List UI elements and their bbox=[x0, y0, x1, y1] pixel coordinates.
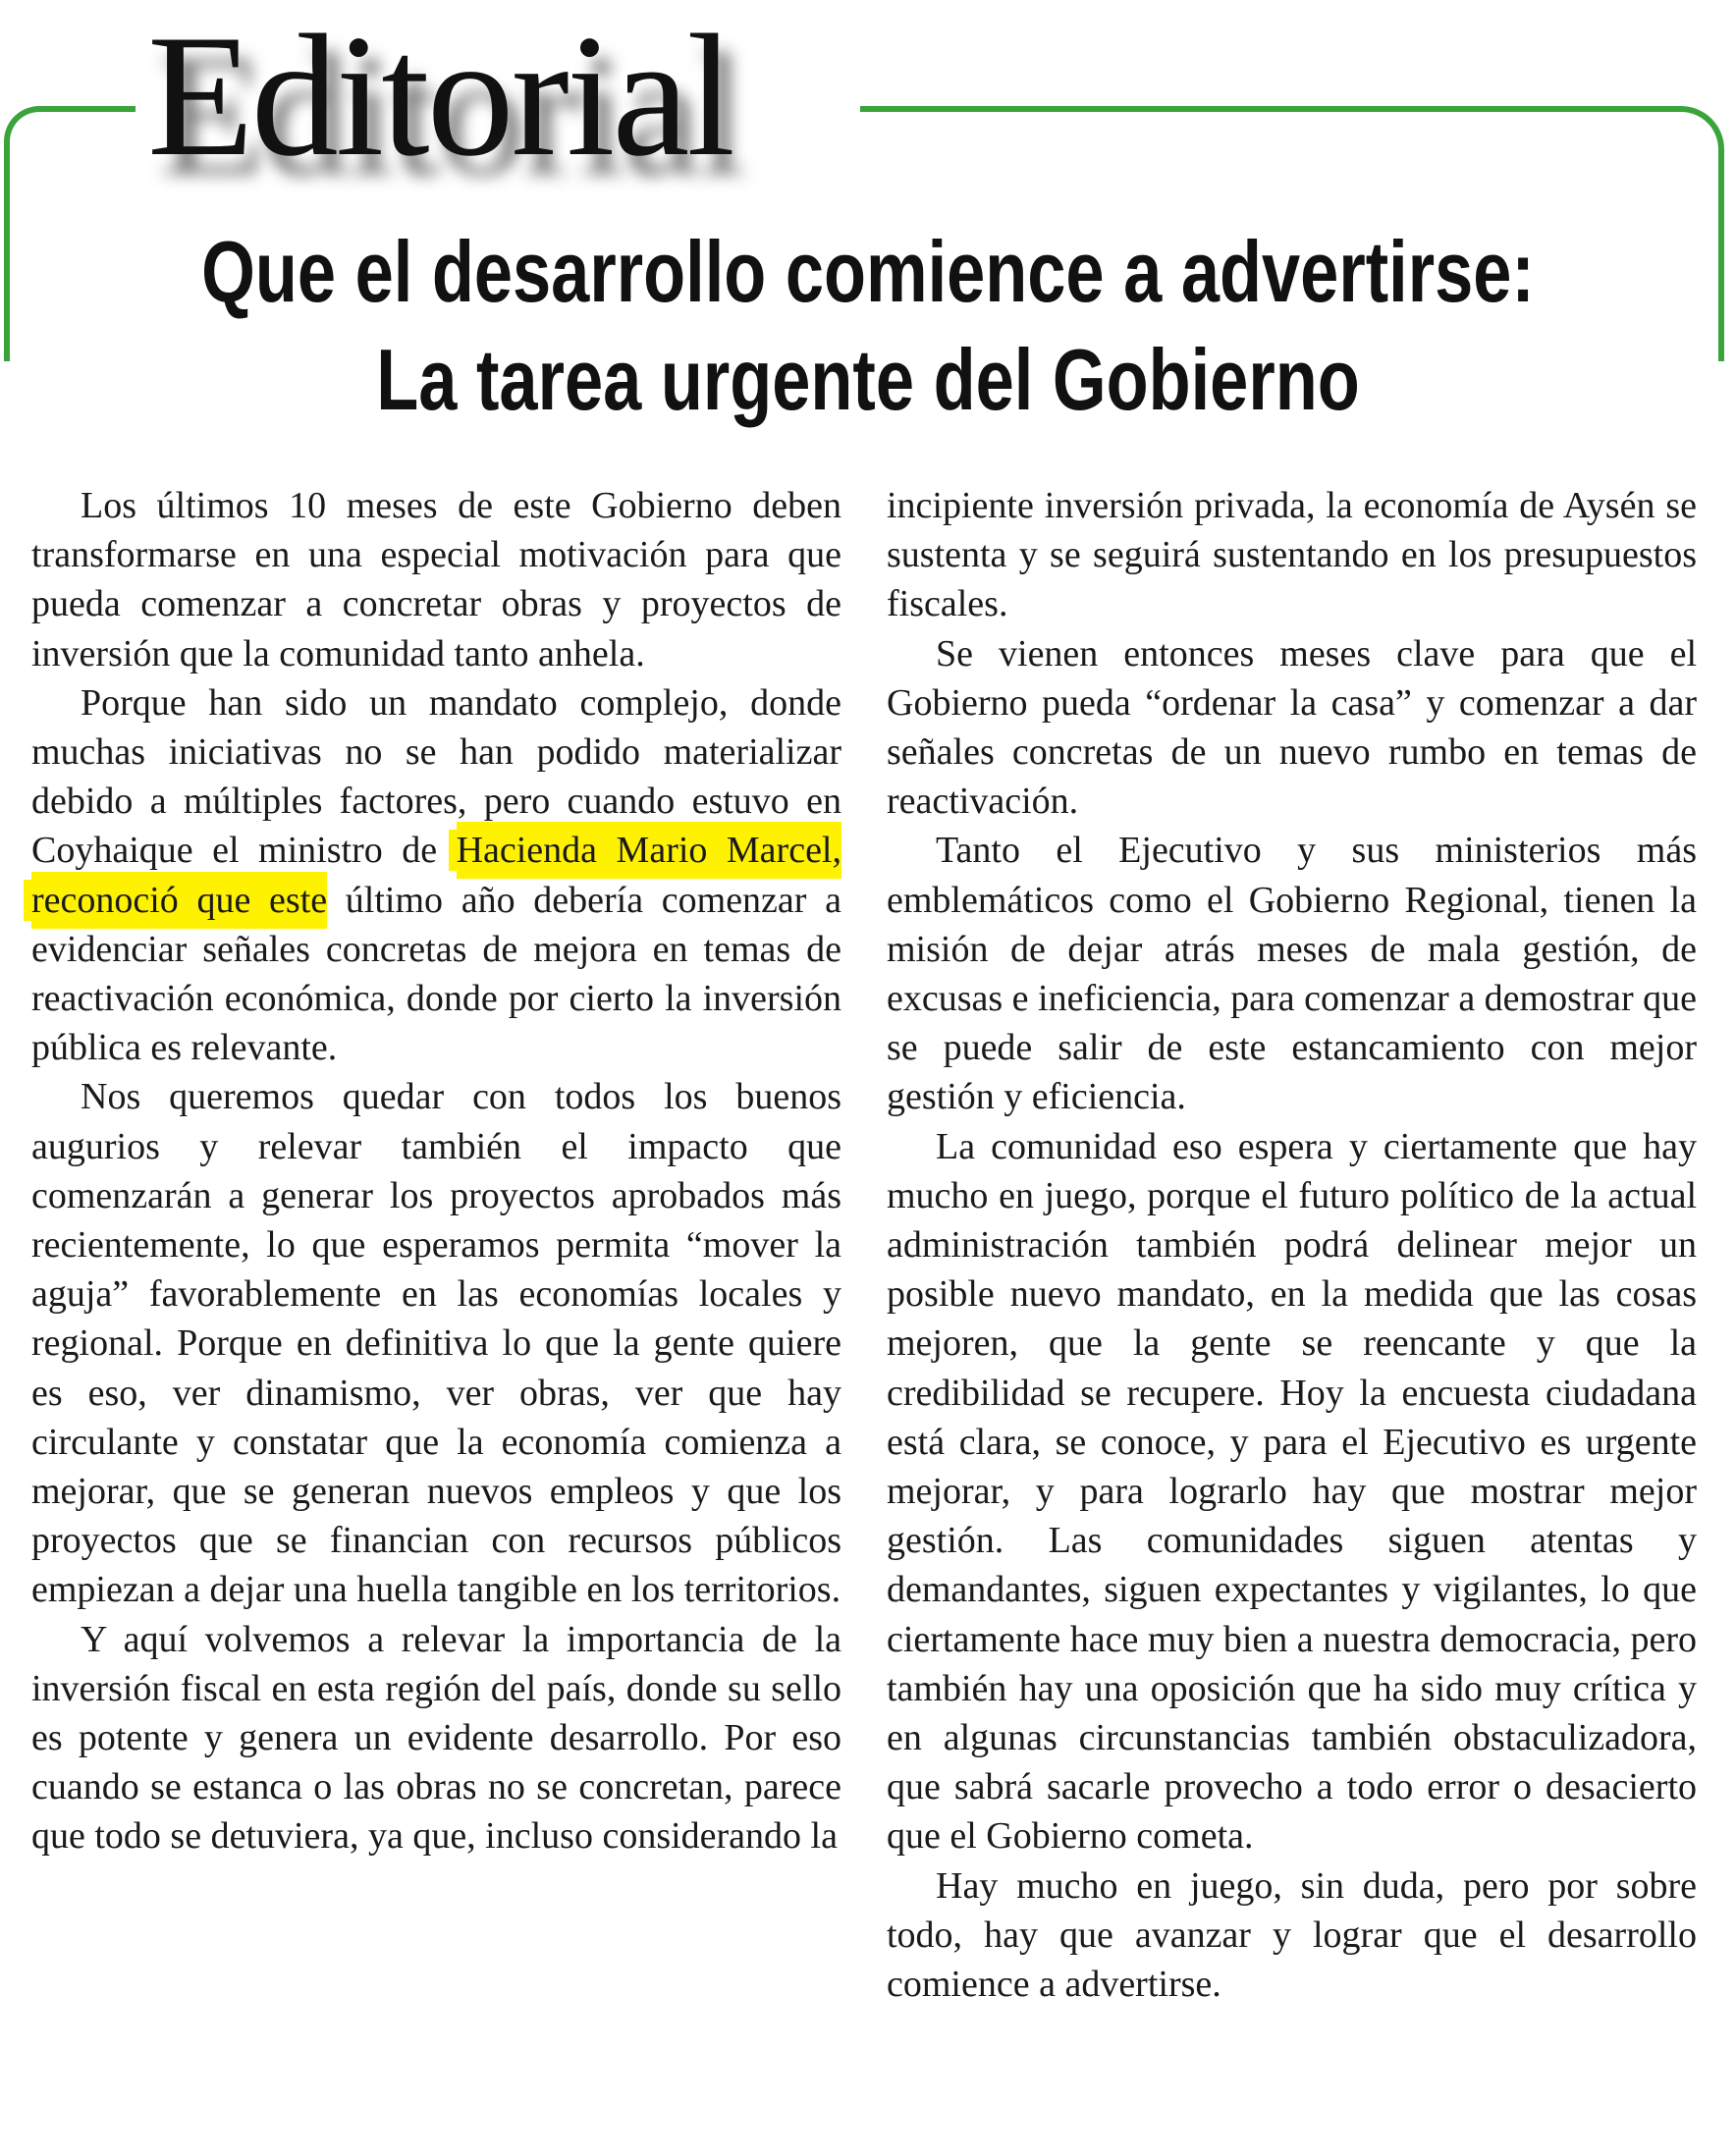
headline-line-2: La tarea urgente del Gobierno bbox=[376, 331, 1360, 428]
column-right bbox=[887, 481, 1697, 2130]
paragraph: Los últimos 10 meses de este Gobierno deben transformarse en una especial motivación para que pueda comenzar a concretar obras y proyectos de inversión que la comunidad tanto anhela. bbox=[31, 485, 841, 674]
section-title: Editorial bbox=[147, 0, 732, 192]
paragraph-text: Porque han sido un mandato complejo, donde muchas iniciativas no se han podido materializar debido a múltiples factores, pero cuando estuvo en Coyhaique el ministro de bbox=[31, 681, 841, 872]
paragraph: Y aquí volvemos a relevar la importancia de la inversión fiscal en esta región del país, donde su sello es potente y genera un evidente desarrollo. Por eso cuando se estanca o las obras no se concretan, parece que todo se detuviera, ya que, incluso considerando la bbox=[31, 1618, 841, 1858]
paragraph: La comunidad eso espera y ciertamente que hay mucho en juego, porque el futuro político de la actual administración también podrá delinear mejor un posible nuevo mandato, en la medida que las cosas mejoren, que la gente se reencante y que la credibilidad se recupere. Hoy la encuesta ciudadana está clara, se conoce, y para el Ejecutivo es urgente mejorar, y para lograrlo hay que mostrar mejor gestión. Las comunidades siguen atentas y demandantes, siguen expectantes y vigilantes, lo que ciertamente hace muy bien a nuestra democracia, pero también hay una oposición que ha sido muy crítica y en algunas circunstancias también obstaculizadora, que sabrá sacarle provecho a todo error o desacierto que el Gobierno cometa. bbox=[887, 1125, 1698, 1858]
highlighted-text: Hacienda Mario Marcel, reconoció que este bbox=[31, 830, 841, 921]
paragraph: Se vienen entonces meses clave para que el Gobierno pueda “ordenar la casa” y comenzar a dar señales concretas de un nuevo rumbo en temas de reactivación. bbox=[887, 632, 1697, 823]
column-left bbox=[31, 481, 841, 2130]
paragraph: Tanto el Ejecutivo y sus ministerios más emblemáticos como el Gobierno Regional, tienen la misión de dejar atrás meses de mala gestión, de excusas e ineficiencia, para comenzar a demostrar que se puede salir de este estancamiento con mejor gestión y eficiencia. bbox=[887, 830, 1697, 1118]
paragraph bbox=[31, 678, 841, 1073]
paragraph-text: último año debería comenzar a evidenciar señales concretas de mejora en temas de reactivación económica, donde por cierto la inversión pública es relevante. bbox=[31, 879, 841, 1069]
paragraph-continued: incipiente inversión privada, la economía de Aysén se sustenta y se seguirá sustentando en los presupuestos fiscales. bbox=[887, 485, 1697, 625]
paragraph: Hay mucho en juego, sin duda, pero por sobre todo, hay que avanzar y lograr que el desarrollo comience a advertirse. bbox=[887, 1864, 1697, 2006]
headline-line-1: Que el desarrollo comience a advertirse: bbox=[201, 223, 1535, 320]
headline bbox=[174, 218, 1562, 434]
paragraph: Nos queremos quedar con todos los buenos augurios y relevar también el impacto que comenzarán a generar los proyectos aprobados más recientemente, lo que esperamos permita “mover la aguja” favorablemente en las economías locales y regional. Porque en definitiva lo que la gente quiere es eso, ver dinamismo, ver obras, ver que hay circulante y constatar que la economía comienza a mejorar, que se generan nuevos empleos y que los proyectos que se financian con recursos públicos empiezan a dejar una huella tangible en los territorios. bbox=[31, 1076, 841, 1611]
